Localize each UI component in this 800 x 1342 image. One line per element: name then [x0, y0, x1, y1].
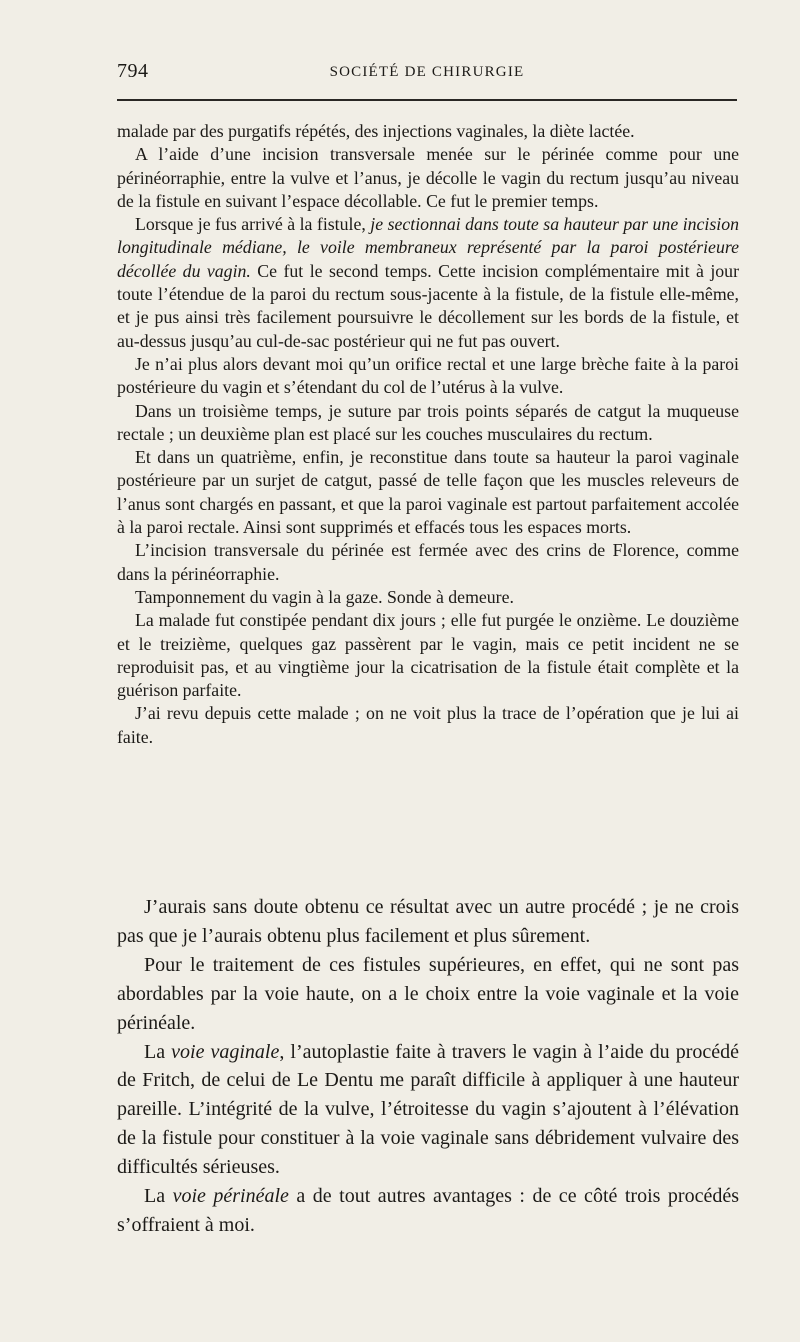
paragraph — [117, 539, 739, 586]
text-segment: a de tout autres avantages : de ce côté trois procédés s’offraient à moi. — [117, 1185, 739, 1236]
header-rule — [117, 99, 737, 101]
paragraph — [117, 893, 739, 951]
paragraph — [117, 609, 739, 702]
discussion-text — [117, 893, 739, 1240]
paragraph — [117, 400, 739, 447]
paragraph — [117, 143, 739, 213]
text-segment: J’aurais sans doute obtenu ce résultat avec un autre procédé ; je ne crois pas que je l’aurais obtenu plus facilement et plus sûrement. — [117, 896, 739, 947]
text-segment: Lorsque je fus arrivé à la fistule, — [135, 214, 371, 235]
paragraph — [117, 120, 739, 143]
text-segment: Ce fut le second temps. Cette incision complémentaire mit à jour toute l’étendue de la paroi du rectum sous-jacente à la fistule, de la fistule elle-même, et je pus ainsi très facilement poursuivre le décollement sur les bords de la fistule, et au-dessus jusqu’au cul-de-sac postérieur qui ne fut pas ouvert. — [117, 260, 739, 351]
paragraph — [117, 1182, 739, 1240]
italic-text: voie périnéale — [172, 1185, 289, 1208]
text-segment: Dans un troisième temps, je suture par trois points séparés de catgut la muqueuse rectale ; un deuxième plan est placé sur les couches musculaires du rectum. — [117, 400, 739, 444]
text-segment: Je n’ai plus alors devant moi qu’un orifice rectal et une large brèche faite à la paroi postérieure du vagin et s’étendant du col de l’utérus à la vulve. — [117, 353, 739, 398]
text-segment: A l’aide d’une incision transversale menée sur le périnée comme pour une périnéorraphie, entre la vulve et l’anus, je décolle le vagin du rectum jusqu’au niveau de la fistule en suivant l’espace décollable. Ce fut le premier temps. — [117, 144, 739, 211]
italic-text: voie vaginale — [171, 1040, 280, 1063]
page-number: 794 — [117, 60, 149, 82]
paragraph — [117, 446, 739, 539]
paragraph — [117, 586, 739, 609]
running-title: SOCIÉTÉ DE CHIRURGIE — [329, 64, 525, 80]
text-segment: La — [144, 1040, 172, 1063]
text-segment: Tamponnement du vagin à la gaze. Sonde à demeure. — [135, 586, 514, 607]
paragraph — [117, 213, 739, 353]
text-segment: Et dans un quatrième, enfin, je reconstitue dans toute sa hauteur la paroi vaginale postérieure par un surjet de catgut, passé de telle façon que les muscles releveurs de l’anus sont chargés en passant, et que la paroi vaginale est partout parfaitement accolée à la paroi rectale. Ainsi sont supprimés et effacés tous les espaces morts. — [117, 447, 739, 538]
text-segment: malade par des purgatifs répétés, des injections vaginales, la diète lactée. — [117, 121, 635, 141]
paragraph — [117, 951, 739, 1038]
case-report-text — [117, 120, 739, 749]
text-segment: , l’autoplastie faite à travers le vagin à l’aide du procédé de Fritch, de celui de Le Dentu me paraît difficile à appliquer à une hauteur pareille. L’intégrité de la vulve, l’étroitesse du vagin s’ajoutent à l’élévation de la fistule pour constituer à la voie vaginale sans débridement vulvaire des difficultés sérieuses. — [117, 1040, 739, 1179]
paragraph — [117, 1038, 739, 1183]
paragraph — [117, 353, 739, 400]
text-segment: La — [144, 1185, 173, 1208]
text-segment: La malade fut constipée pendant dix jours ; elle fut purgée le onzième. Le douzième et le treizième, quelques gaz passèrent par le vagin, mais ce petit incident ne se reproduisit pas, et au vingtième jour la cicatrisation de la fistule était complète et la guérison parfaite. — [117, 610, 739, 701]
paragraph — [117, 702, 739, 749]
page-header — [117, 60, 737, 90]
text-segment: J’ai revu depuis cette malade ; on ne voit plus la trace de l’opération que je lui ai faite. — [117, 703, 739, 747]
text-segment: Pour le traitement de ces fistules supérieures, en effet, qui ne sont pas abordables par la voie haute, on a le choix entre la voie vaginale et la voie périnéale. — [117, 953, 739, 1034]
italic-text: je sectionnai dans toute sa hauteur par une incision longitudinale médiane, le voile membraneux représenté par la paroi postérieure décollée du vagin. — [117, 214, 739, 281]
text-segment: L’incision transversale du périnée est fermée avec des crins de Florence, comme dans la périnéorraphie. — [117, 540, 739, 584]
